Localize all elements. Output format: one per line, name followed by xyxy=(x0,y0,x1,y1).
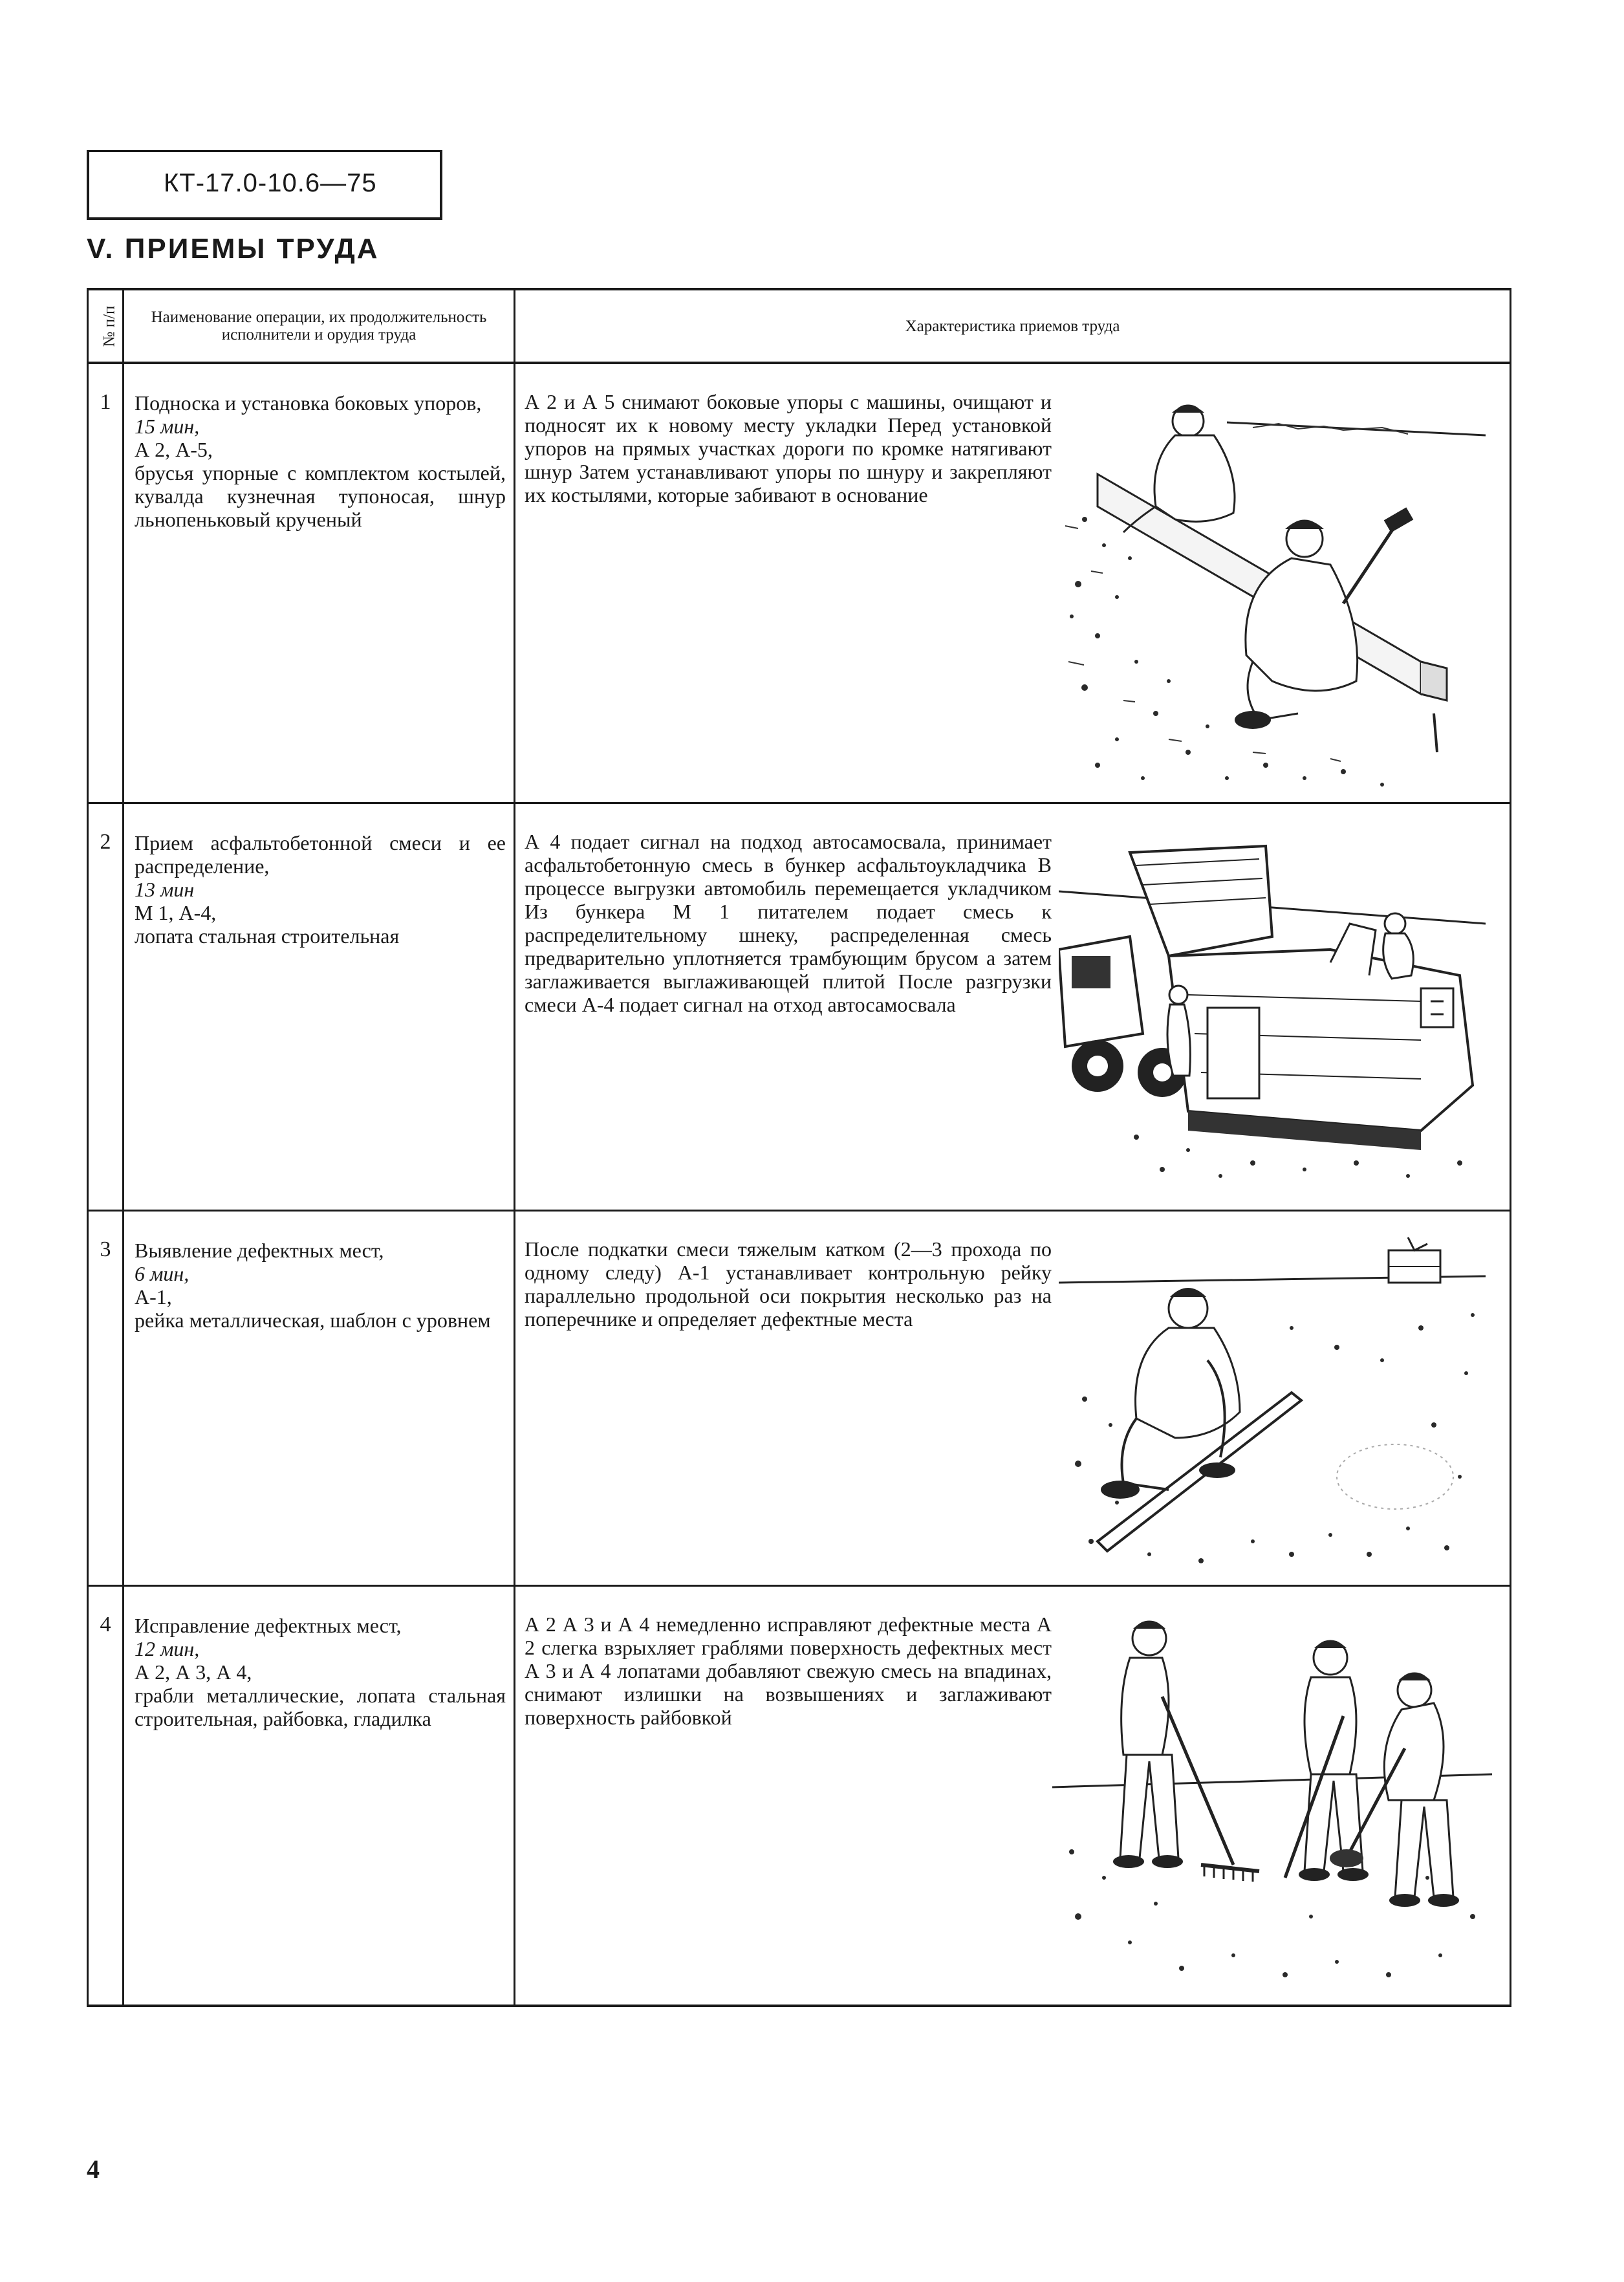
operation-cell xyxy=(124,363,515,803)
operation-title: Подноска и установка боковых упоров, xyxy=(135,391,482,415)
operation-title: Исправление дефектных мест, xyxy=(135,1613,402,1637)
document-code-box xyxy=(87,150,442,220)
labor-methods-table xyxy=(87,288,1511,2007)
worker-checking-with-straightedge-icon xyxy=(1059,1231,1499,1580)
operation-cell xyxy=(124,1210,515,1585)
description-cell xyxy=(515,803,1511,1210)
operation-duration: 13 мин xyxy=(135,877,195,901)
header-num: № п/п xyxy=(88,289,124,363)
operation-duration: 15 мин, xyxy=(135,415,200,438)
page-number: 4 xyxy=(87,2155,100,2184)
description-cell xyxy=(515,363,1511,803)
operation-tools: брусья упорные с комплектом костылей, кувалда кузнечная тупоносая, шнур льнопеньковый крученый xyxy=(135,461,506,531)
operation-workers: А 2, А 3, А 4, xyxy=(135,1660,252,1684)
row-number: 1 xyxy=(88,363,124,803)
operation-title: Выявление дефектных мест, xyxy=(135,1238,384,1262)
header-operation: Наименование операции, их продолжительность исполнители и орудия труда xyxy=(124,289,515,363)
description-text: А 2 А 3 и А 4 немедленно исправляют дефектные места А 2 слегка взрыхляет граблями поверхность дефектных мест А 3 и А 4 лопатами добавляют свежую смесь на впадинах, снимают излишки на возвышениях и заглаживают поверхность райбовкой xyxy=(525,1612,1052,1729)
operation-duration: 12 мин, xyxy=(135,1636,200,1660)
table-row xyxy=(88,363,1511,803)
table-row xyxy=(88,1210,1511,1585)
section-title: V. ПРИЕМЫ ТРУДА xyxy=(87,233,380,265)
workers-installing-side-forms-icon xyxy=(1059,390,1499,791)
operation-tools: лопата стальная строительная xyxy=(135,924,400,948)
operation-title: Прием асфальтобетонной смеси и ее распределение, xyxy=(135,831,506,878)
header-description: Характеристика приемов труда xyxy=(515,289,1511,363)
operation-workers: М 1, А-4, xyxy=(135,900,217,924)
operation-tools: грабли металлические, лопата стальная строительная, райбовка, гладилка xyxy=(135,1683,506,1730)
dump-truck-and-paver-icon xyxy=(1059,827,1486,1202)
table-row xyxy=(88,1585,1511,2006)
operation-duration: 6 мин, xyxy=(135,1261,189,1285)
description-text: А 4 подает сигнал на подход автосамосвала, принимает асфальтобетонную смесь в бункер асфальтоукладчика В процессе выгрузки автомобиль перемещается укладчиком Из бункера М 1 питателем подает смесь к распределительному шнеку, распределенная смесь предварительно уплотняется трамбующим брусом а затем заглаживается выглаживающей плитой После разгрузки смеси А-4 подает сигнал на отход автосамосвала xyxy=(525,829,1052,1016)
description-cell xyxy=(515,1585,1511,2006)
row-number: 4 xyxy=(88,1585,124,2006)
operation-cell xyxy=(124,803,515,1210)
document-code: КТ-17.0-10.6—75 xyxy=(164,169,377,197)
operation-workers: А-1, xyxy=(135,1285,172,1309)
table-row xyxy=(88,803,1511,1210)
row-number: 2 xyxy=(88,803,124,1210)
row-number: 3 xyxy=(88,1210,124,1585)
description-text: После подкатки смеси тяжелым катком (2—3 прохода по одному следу) А-1 устанавливает контрольную рейку параллельно продольной оси покрытия несколько раз на поперечнике и определяет дефектные места xyxy=(525,1237,1052,1331)
operation-tools: рейка металлическая, шаблон с уровнем xyxy=(135,1308,491,1332)
workers-raking-and-shoveling-icon xyxy=(1052,1606,1505,1994)
table-header-row xyxy=(88,289,1511,363)
description-cell xyxy=(515,1210,1511,1585)
operation-workers: А 2, А-5, xyxy=(135,438,213,461)
operation-cell xyxy=(124,1585,515,2006)
description-text: А 2 и А 5 снимают боковые упоры с машины, очищают и подносят их к новому месту укладки Перед установкой упоров на прямых участках дороги по кромке натягивают шнур Затем устанавливают упоры по шнуру и закрепляют их костылями, которые забивают в основание xyxy=(525,390,1052,506)
